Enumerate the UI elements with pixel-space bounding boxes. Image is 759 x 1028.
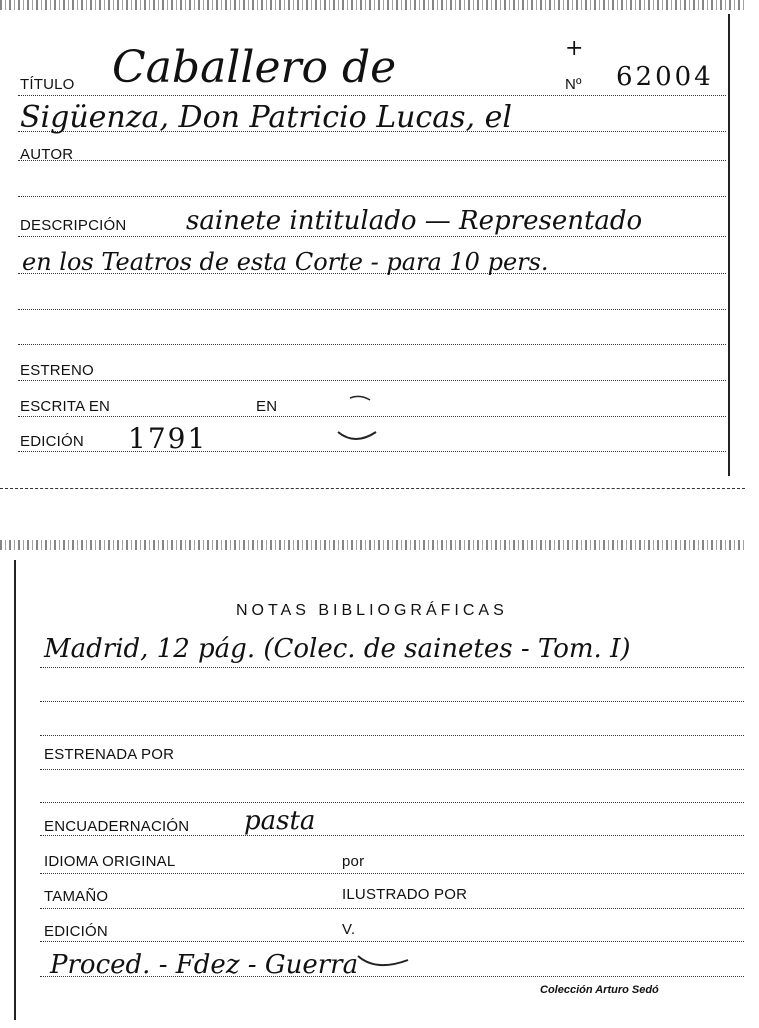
rule <box>40 908 744 909</box>
rule <box>40 835 744 836</box>
tamano-label: TAMAÑO <box>44 888 109 905</box>
punch-hole <box>352 926 412 972</box>
por-label: por <box>342 853 365 870</box>
rule <box>18 196 726 197</box>
edicion-label: EDICIÓN <box>44 923 108 940</box>
rule <box>40 873 744 874</box>
rule <box>18 380 726 381</box>
edicion-label: EDICIÓN <box>20 433 84 450</box>
procedencia-value: Proced. - Fdez - Guerra <box>50 950 359 980</box>
card-border <box>728 14 730 476</box>
autor-label: AUTOR <box>20 146 74 163</box>
rule <box>18 344 726 345</box>
catalog-card-bottom <box>0 540 745 1028</box>
edicion-value: 1791 <box>128 422 208 455</box>
titulo-value: Caballero de <box>112 42 397 93</box>
rule <box>18 236 726 237</box>
notas-value: Madrid, 12 pág. (Colec. de sainetes - Tom. I) <box>44 634 631 664</box>
estrenada-por-label: ESTRENADA POR <box>44 746 175 763</box>
descripcion-label: DESCRIPCIÓN <box>20 217 127 234</box>
card-bottom-edge <box>0 488 745 489</box>
titulo-value-continued: Sigüenza, Don Patricio Lucas, el <box>20 100 512 135</box>
punch-hole <box>330 392 380 444</box>
numero-value: 62004 <box>616 62 714 92</box>
en-label: EN <box>256 398 278 415</box>
rule <box>18 451 726 452</box>
descripcion-value-continued: en los Teatros de esta Corte - para 10 pers. <box>22 248 549 276</box>
cross-mark: + <box>565 36 584 61</box>
rule <box>40 735 744 736</box>
titulo-label: TÍTULO <box>20 76 75 93</box>
rule <box>40 701 744 702</box>
rule <box>40 769 744 770</box>
encuadernacion-value: pasta <box>244 806 316 836</box>
catalog-card-top <box>0 0 745 492</box>
rule <box>18 309 726 310</box>
encuadernacion-label: ENCUADERNACIÓN <box>44 818 190 835</box>
torn-edge <box>0 540 745 550</box>
rule <box>40 667 744 668</box>
rule <box>18 95 726 96</box>
torn-edge <box>0 0 745 10</box>
estreno-label: ESTRENO <box>20 362 94 379</box>
descripcion-value: sainete intitulado — Representado <box>186 206 643 236</box>
card-border <box>14 560 16 1020</box>
rule <box>40 802 744 803</box>
collection-footer: Colección Arturo Sedó <box>540 984 659 996</box>
notas-heading: NOTAS BIBLIOGRÁFICAS <box>236 602 508 619</box>
numero-label: Nº <box>565 76 582 93</box>
rule <box>18 160 726 161</box>
v-label: V. <box>342 921 356 938</box>
escrita-en-label: ESCRITA EN <box>20 398 111 415</box>
ilustrado-por-label: ILUSTRADO POR <box>342 886 468 903</box>
idioma-label: IDIOMA ORIGINAL <box>44 853 176 870</box>
